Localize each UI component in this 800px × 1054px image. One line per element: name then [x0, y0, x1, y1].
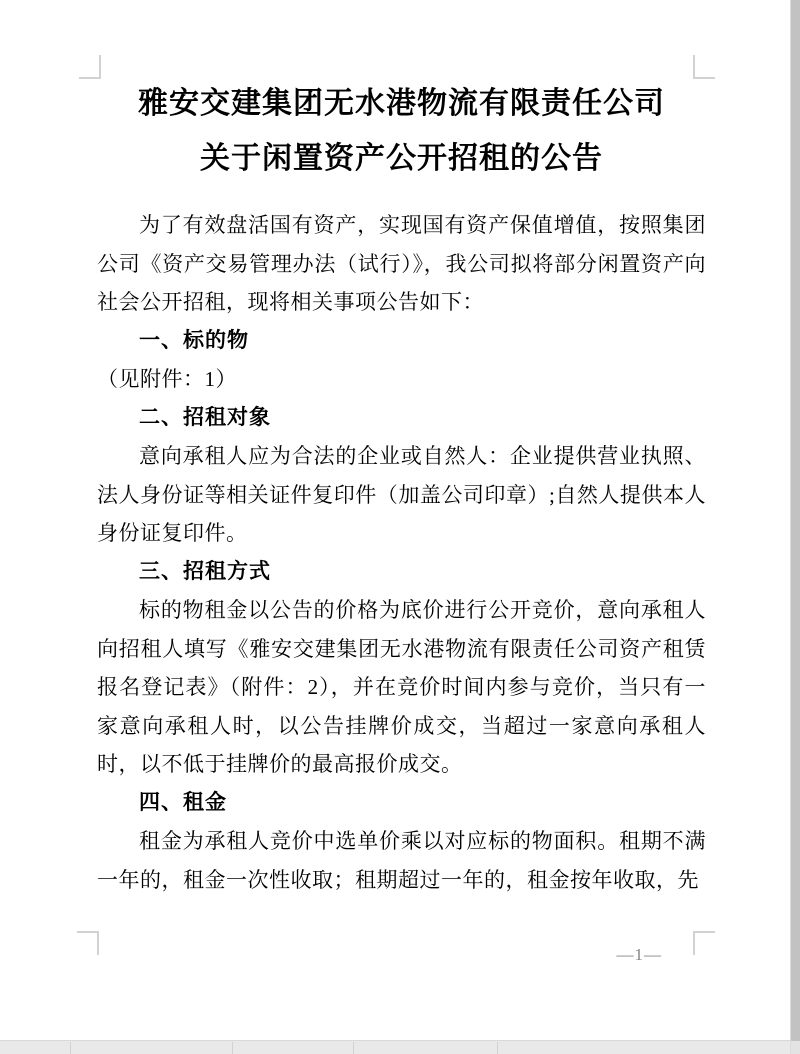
- document-title-line-1: 雅安交建集团无水港物流有限责任公司: [138, 87, 665, 120]
- body-paragraph: 标的物租金以公告的价格为底价进行公开竞价，意向承租人向招租人填写《雅安交建集团无水港物流有限责任公司资产租赁报名登记表》（附件：2），并在竞价时间内参与竞价，当只有一家意向承租人时，以公告挂牌价成交，当超过一家意向承租人时，以不低于挂牌价的最高报价成交。: [97, 598, 706, 776]
- statusbar-divider: [70, 1042, 71, 1054]
- statusbar-divider: [353, 1042, 354, 1054]
- body-paragraph: 意向承租人应为合法的企业或自然人：企业提供营业执照、法人身份证等相关证件复印件（加盖公司印章）;自然人提供本人身份证复印件。: [97, 444, 706, 545]
- body-paragraph: 为了有效盘活国有资产，实现国有资产保值增值，按照集团公司《资产交易管理办法（试行）》，我公司拟将部分闲置资产向社会公开招租，现将相关事项公告如下：: [97, 213, 706, 314]
- body-paragraph: 租金为承租人竞价中选单价乘以对应标的物面积。租期不满一年的，租金一次性收取；租期超过一年的，租金按年收取，先: [97, 829, 706, 892]
- statusbar-divider: [497, 1042, 498, 1054]
- scrollbar-corner: [791, 1041, 800, 1054]
- section-heading: 四、租金: [139, 790, 227, 814]
- document-body: [97, 206, 706, 899]
- crop-mark-bottom-right: [693, 931, 715, 955]
- page-number: —1—: [616, 945, 662, 964]
- crop-mark-bottom-left: [77, 931, 99, 955]
- statusbar-divider: [232, 1042, 233, 1054]
- document-title: [97, 76, 706, 186]
- body-paragraph: （见附件：1）: [97, 367, 237, 391]
- vertical-scrollbar[interactable]: [790, 0, 800, 1054]
- document-content: [97, 76, 706, 899]
- section-heading: 三、招租方式: [139, 559, 271, 583]
- document-title-line-2: 关于闲置资产公开招租的公告: [200, 142, 603, 175]
- section-heading: 一、标的物: [139, 328, 249, 352]
- horizontal-scrollbar[interactable]: [0, 1040, 790, 1054]
- section-heading: 二、招租对象: [139, 405, 271, 429]
